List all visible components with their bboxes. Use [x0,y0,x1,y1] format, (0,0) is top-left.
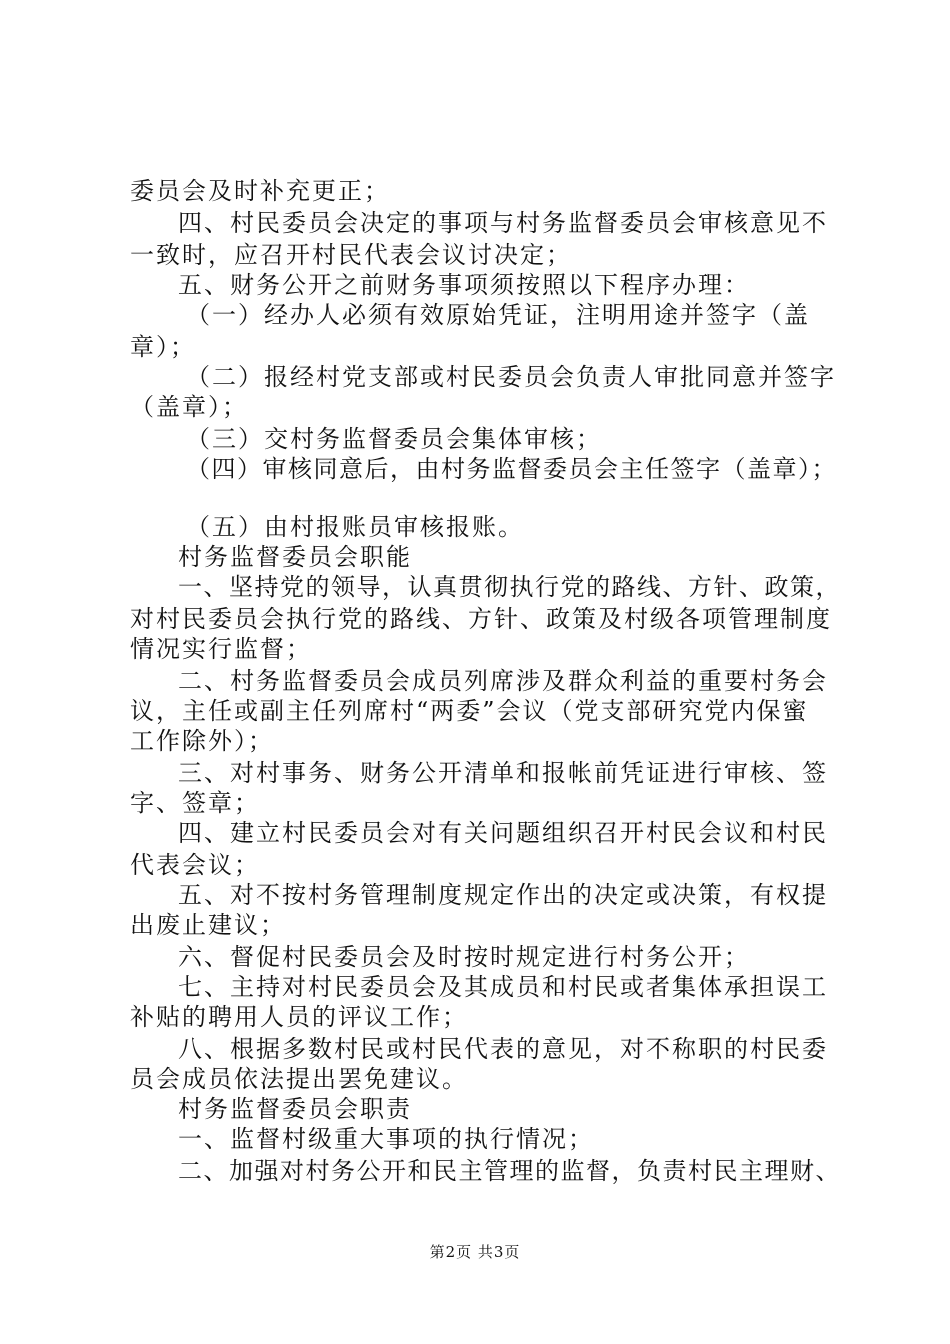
page-number-footer: 第2页 共3页 [429,1243,521,1261]
text-line: 四、建立村民委员会对有关问题组织召开村民会议和村民 [178,819,828,847]
text-line: 字、签章； [130,789,260,817]
text-line: 一致时，应召开村民代表会议讨决定； [130,241,572,269]
text-line: 议，主任或副主任列席村“两委”会议（党支部研究党内保蜜 [130,697,809,725]
text-line: 六、督促村民委员会及时按时规定进行村务公开； [178,943,750,971]
text-line: 五、财务公开之前财务事项须按照以下程序办理： [178,271,750,299]
text-line: 代表会议； [130,851,260,879]
text-line: （四）审核同意后，由村务监督委员会主任签字（盖章）； [186,455,837,483]
text-line: 二、村务监督委员会成员列席涉及群众利益的重要村务会 [178,667,828,695]
text-line: 五、对不按村务管理制度规定作出的决定或决策，有权提 [178,881,828,909]
text-line: 一、坚持党的领导，认真贯彻执行党的路线、方针、政策， [178,573,841,601]
text-line: 七、主持对村民委员会及其成员和村民或者集体承担误工 [178,973,828,1001]
text-line: 情况实行监督； [130,635,312,663]
text-line: 对村民委员会执行党的路线、方针、政策及村级各项管理制度 [130,605,832,633]
text-line: 一、监督村级重大事项的执行情况； [178,1125,594,1153]
text-line: 八、根据多数村民或村民代表的意见，对不称职的村民委 [178,1035,828,1063]
section-heading: 村务监督委员会职责 [178,1095,412,1123]
text-line: 工作除外）； [130,727,274,755]
text-line: 三、对村事务、财务公开清单和报帐前凭证进行审核、签 [178,759,828,787]
text-line: 出废止建议； [130,911,286,939]
text-line: 补贴的聘用人员的评议工作； [130,1003,468,1031]
text-line: 章）； [130,333,196,361]
text-line: （一）经办人必须有效原始凭证，注明用途并签字（盖 [186,301,810,329]
text-line: 四、村民委员会决定的事项与村务监督委员会审核意见不 [178,209,828,237]
text-line: 员会成员依法提出罢免建议。 [130,1065,468,1093]
text-line: （盖章）； [130,393,248,421]
text-line: （三）交村务监督委员会集体审核； [186,425,602,453]
section-heading: 村务监督委员会职能 [178,543,412,571]
text-line: 二、加强对村务公开和民主管理的监督，负责村民主理财、 [178,1157,841,1185]
text-line: 委员会及时补充更正； [130,177,390,205]
text-line: （二）报经村党支部或村民委员会负责人审批同意并签字 [186,363,836,391]
text-line: （五）由村报账员审核报账。 [186,513,524,541]
